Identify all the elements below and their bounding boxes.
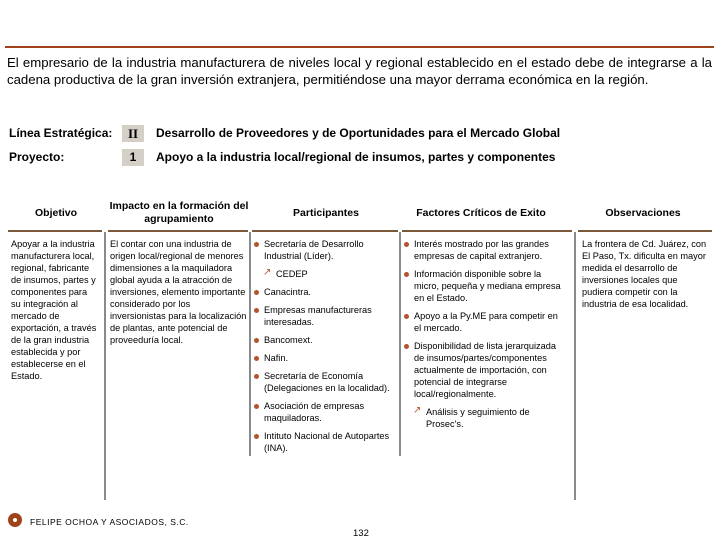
column-divider — [574, 232, 576, 500]
header-rule-factores — [402, 230, 572, 232]
proyecto-label: Proyecto: — [9, 150, 65, 164]
bullet-icon — [254, 338, 259, 343]
bullet-icon — [254, 356, 259, 361]
list-item: Secretaría de Desarrollo Industrial (Líder). — [254, 238, 400, 262]
linea-label: Línea Estratégica: — [9, 126, 113, 140]
arrow-bullet-icon: ↗ — [263, 267, 272, 278]
list-item: Secretaría de Economía (Delegaciones en la localidad). — [254, 370, 400, 394]
list-item: Nafin. — [254, 352, 400, 364]
col-header-observaciones: Observaciones — [605, 207, 681, 219]
bullet-icon — [254, 374, 259, 379]
cell-impacto: El contar con una industria de origen local/regional de menores dimensiones a la maquiladora global ayuda a la atracción de inversiones, elemento importante considerado por los inversionistas para la localización de plantas, ante potencial de proveeduría local. — [110, 239, 247, 345]
proyecto-number-badge: 1 — [122, 149, 144, 166]
list-item: Apoyo a la Py.ME para competir en el mercado. — [404, 310, 562, 334]
bullet-icon — [254, 404, 259, 409]
column-divider — [104, 232, 106, 500]
col-header-factores: Factores Críticos de Exito — [416, 207, 546, 219]
bullet-icon — [404, 344, 409, 349]
factores-list — [404, 238, 562, 436]
top-rule — [5, 46, 714, 48]
cell-objetivo: Apoyar a la industria manufacturera local, regional, fabricante de insumos, partes y componentes para su integración al mercado de exportación, a través de la gran industria establecida y por establecerse en el Estado. — [11, 239, 97, 381]
page-number: 132 — [353, 528, 369, 539]
list-item: Bancomext. — [254, 334, 400, 346]
header-rule-objetivo — [8, 230, 102, 232]
participantes-list — [254, 238, 400, 460]
bullet-icon — [404, 242, 409, 247]
list-item: Canacintra. — [254, 286, 400, 298]
bullet-icon — [404, 314, 409, 319]
col-header-objetivo: Objetivo — [34, 207, 77, 219]
bullet-icon — [404, 272, 409, 277]
column-divider — [249, 232, 251, 456]
company-logo-icon — [8, 513, 22, 527]
footer-company: FELIPE OCHOA Y ASOCIADOS, S.C. — [30, 517, 189, 527]
list-item: Empresas manufactureras interesadas. — [254, 304, 400, 328]
col-header-participantes: Participantes — [293, 207, 359, 219]
bullet-icon — [254, 242, 259, 247]
proyecto-text: Apoyo a la industria local/regional de insumos, partes y componentes — [156, 150, 556, 164]
list-item: Asociación de empresas maquiladoras. — [254, 400, 400, 424]
arrow-bullet-icon: ↗ — [413, 405, 422, 416]
col-header-impacto: Impacto en la formación del agrupamiento — [109, 200, 249, 225]
linea-number-badge: II — [122, 125, 144, 142]
list-item: Interés mostrado por las grandes empresas de capital extranjero. — [404, 238, 562, 262]
cell-observaciones: La frontera de Cd. Juárez, con El Paso, Tx. dificulta en mayor medida el desarrollo de inversiones locales que pudiera competir con la industria de esa localidad. — [582, 239, 707, 309]
list-item: Disponibilidad de lista jerarquizada de insumos/partes/componentes actualmente de importación, con potencial de integrarse local/regionalmente. — [404, 340, 562, 400]
list-item: ↗ CEDEP — [263, 267, 308, 279]
header-rule-observaciones — [578, 230, 712, 232]
intro-paragraph: El empresario de la industria manufacturera de niveles local y regional establecido en el estado debe de integrarse a la cadena productiva de la gran inversión extranjera, permitiéndose una mayor derrama económica en la región. — [7, 55, 712, 87]
bullet-icon — [254, 290, 259, 295]
header-rule-impacto — [108, 230, 248, 232]
list-item: Intituto Nacional de Autopartes (INA). — [254, 430, 400, 454]
header-rule-participantes — [252, 230, 398, 232]
list-item: Información disponible sobre la micro, pequeña y mediana empresa en el Estado. — [404, 268, 562, 304]
bullet-icon — [254, 308, 259, 313]
bullet-icon — [254, 434, 259, 439]
list-item: ↗ Análisis y seguimiento de Prosec's. — [413, 405, 530, 429]
linea-text: Desarrollo de Proveedores y de Oportunidades para el Mercado Global — [156, 126, 561, 140]
